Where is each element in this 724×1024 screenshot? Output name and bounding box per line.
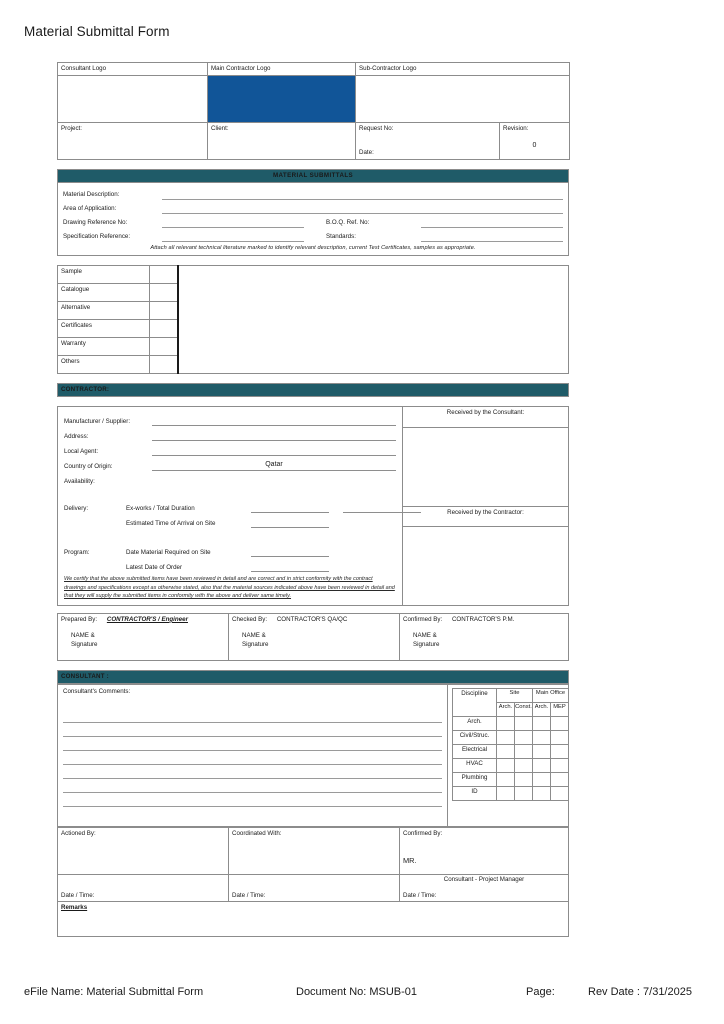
footer-efile-name: eFile Name: Material Submittal Form — [24, 986, 204, 998]
discipline-check-cell[interactable] — [533, 744, 551, 758]
material-submittals-heading-row — [58, 169, 569, 182]
discipline-check-cell[interactable] — [533, 730, 551, 744]
discipline-check-cell[interactable] — [497, 744, 515, 758]
material-description-row[interactable] — [63, 186, 563, 200]
address-input[interactable] — [152, 430, 396, 441]
checklist-label: Catalogue — [58, 284, 150, 302]
confirmed-by-value: CONTRACTOR'S P.M. — [451, 615, 515, 623]
discipline-check-cell[interactable] — [533, 772, 551, 786]
received-by-consultant-label: Received by the Consultant: — [403, 407, 569, 427]
discipline-check-cell[interactable] — [533, 758, 551, 772]
contractor-heading: CONTRACTOR: — [58, 384, 569, 397]
logo-image-row — [58, 75, 570, 122]
discipline-check-cell[interactable] — [533, 786, 551, 800]
sub-contractor-logo-label: Sub-Contractor Logo — [356, 63, 570, 76]
signature-table — [57, 613, 569, 661]
eta-row[interactable] — [64, 513, 396, 528]
remarks-cell[interactable] — [58, 902, 569, 937]
received-by-contractor-label: Received by the Contractor: — [403, 506, 569, 526]
revision-value: 0 — [532, 141, 537, 149]
attachment-note: Attach all relevant technical literature marked to identify relevant description, current Test Certificates, samples as appropriate. — [150, 244, 476, 251]
date-material-required-label: Date Material Required on Site — [126, 549, 211, 557]
actioned-date-time-cell[interactable] — [58, 875, 229, 902]
spacer — [63, 807, 442, 823]
comment-line[interactable] — [63, 765, 442, 779]
prepared-by-value: CONTRACTOR'S / Engineer — [106, 615, 188, 623]
certification-statement: We certify that the above submitted items have been reviewed in detail and are correct and in strict conformity with the contract drawings and specifications except as otherwise stated, also that the material sources indicated above have been reviewed in detail and that they will supply the submitted items in conformity with the above and deliver same timely. — [64, 576, 395, 600]
discipline-check-cell[interactable] — [497, 772, 515, 786]
received-by-contractor-box[interactable] — [403, 526, 569, 605]
revision-field[interactable] — [500, 122, 570, 159]
project-info-row — [58, 122, 570, 159]
discipline-name: Arch. — [453, 716, 497, 730]
discipline-row — [453, 772, 569, 786]
discipline-check-cell[interactable] — [515, 730, 533, 744]
material-description-label: Material Description: — [63, 190, 120, 198]
discipline-name: ID — [453, 786, 497, 800]
local-agent-label: Local Agent: — [64, 448, 99, 456]
footer-rev-date: Rev Date : 7/31/2025 — [588, 986, 692, 998]
confirmed-by-label: Confirmed By: — [403, 615, 443, 623]
page-footer — [24, 986, 700, 998]
logo-header-table — [57, 62, 570, 160]
material-description-input[interactable] — [162, 190, 563, 200]
comment-line[interactable] — [63, 709, 442, 723]
date-material-required-input[interactable] — [251, 546, 329, 557]
checklist-notes-area[interactable] — [178, 266, 569, 374]
country-of-origin-input[interactable] — [152, 460, 396, 471]
checklist-checkbox[interactable] — [150, 338, 178, 356]
checklist-label: Sample — [58, 266, 150, 284]
comment-line[interactable] — [63, 751, 442, 765]
discipline-row — [453, 744, 569, 758]
boq-ref-input[interactable] — [421, 218, 563, 228]
consultant-heading-table — [57, 670, 569, 684]
checklist-checkbox[interactable] — [150, 356, 178, 374]
discipline-group-header-row — [453, 688, 569, 702]
discipline-row — [453, 730, 569, 744]
office-arch-header: Arch. — [533, 702, 551, 716]
discipline-check-cell[interactable] — [551, 744, 569, 758]
discipline-name: Electrical — [453, 744, 497, 758]
supplier-details — [58, 407, 403, 606]
discipline-name: Civil/Struc. — [453, 730, 497, 744]
consultant-logo-label: Consultant Logo — [58, 63, 208, 76]
specification-reference-input[interactable] — [162, 232, 304, 242]
consultant-heading: CONSULTANT : — [58, 670, 569, 683]
consultant-heading-row — [58, 670, 569, 683]
confirmed-by-cell[interactable] — [400, 613, 569, 660]
approval-table — [57, 827, 569, 937]
checklist-table — [57, 265, 569, 374]
material-fields — [58, 182, 569, 256]
client-field[interactable]: Client: — [208, 122, 356, 159]
coordinated-with-cell[interactable] — [229, 828, 400, 875]
actioned-date-time-label: Date / Time: — [61, 891, 95, 899]
coordinated-date-time-cell[interactable] — [229, 875, 400, 902]
drawing-reference-input[interactable] — [162, 218, 304, 228]
spacer — [63, 695, 442, 709]
eta-input[interactable] — [251, 517, 329, 528]
drawing-reference-label: Drawing Reference No: — [63, 218, 128, 226]
material-submittals-table — [57, 169, 569, 257]
discipline-check-cell[interactable] — [551, 716, 569, 730]
approval-header-row — [58, 828, 569, 875]
discipline-check-cell[interactable] — [551, 730, 569, 744]
discipline-check-cell[interactable] — [497, 716, 515, 730]
program-label: Program: — [64, 549, 90, 557]
coordinated-date-time-label: Date / Time: — [232, 891, 266, 899]
delivery-label: Delivery: — [64, 505, 89, 513]
manufacturer-supplier-label: Manufacturer / Supplier: — [64, 418, 131, 426]
comment-line[interactable] — [63, 779, 442, 793]
project-field[interactable]: Project: — [58, 122, 208, 159]
standards-label: Standards: — [326, 232, 356, 240]
drawing-reference-row[interactable] — [63, 214, 563, 228]
discipline-row — [453, 758, 569, 772]
signature-row — [58, 613, 569, 660]
checklist-label: Certificates — [58, 320, 150, 338]
spacer — [64, 486, 396, 498]
prepared-by-name-signature: NAME & Signature — [71, 631, 98, 648]
checklist-checkbox[interactable] — [150, 302, 178, 320]
country-of-origin-row[interactable] — [64, 456, 396, 471]
program-date-required-row[interactable] — [64, 542, 396, 557]
discipline-cell — [448, 684, 569, 827]
checked-by-name-signature: NAME & Signature — [242, 631, 269, 648]
eta-label: Estimated Time of Arrival on Site — [126, 520, 216, 528]
discipline-check-cell[interactable] — [551, 786, 569, 800]
main-contractor-logo-slot[interactable] — [208, 75, 356, 122]
discipline-name: Plumbing — [453, 772, 497, 786]
consultant-comments-cell[interactable] — [58, 684, 448, 827]
site-group-header: Site — [497, 688, 533, 702]
availability-input[interactable] — [152, 476, 396, 486]
remarks-row — [58, 902, 569, 937]
ex-works-input-2[interactable] — [343, 502, 421, 513]
checklist-row — [58, 266, 569, 284]
request-no-field[interactable] — [356, 122, 500, 159]
ex-works-label: Ex-works / Total Duration — [126, 505, 195, 513]
revision-label: Revision: — [503, 124, 529, 132]
discipline-check-cell[interactable] — [497, 730, 515, 744]
material-submittal-form — [57, 62, 569, 937]
consultant-comments-label: Consultant's Comments: — [63, 687, 131, 695]
confirmed-by-approval-label: Confirmed By: — [403, 830, 443, 838]
ex-works-input-1[interactable] — [251, 502, 329, 513]
manufacturer-supplier-row[interactable] — [64, 411, 396, 426]
boq-ref-label: B.O.Q. Ref. No: — [326, 218, 370, 226]
confirmed-date-time-label: Date / Time: — [403, 891, 437, 899]
prepared-by-label: Prepared By: — [61, 615, 98, 623]
checklist-checkbox[interactable] — [150, 266, 178, 284]
discipline-check-cell[interactable] — [551, 772, 569, 786]
actioned-by-label: Actioned By: — [61, 830, 96, 838]
logo-label-row — [58, 63, 570, 76]
discipline-table — [452, 688, 569, 801]
address-row[interactable] — [64, 426, 396, 441]
discipline-name: HVAC — [453, 758, 497, 772]
discipline-check-cell[interactable] — [497, 786, 515, 800]
address-label: Address: — [64, 433, 89, 441]
discipline-check-cell[interactable] — [515, 758, 533, 772]
area-of-application-row[interactable] — [63, 200, 563, 214]
footer-document-no: Document No: MSUB-01 — [296, 986, 418, 998]
confirmed-date-time-cell[interactable] — [400, 875, 569, 902]
checklist-label: Warranty — [58, 338, 150, 356]
comment-line[interactable] — [63, 723, 442, 737]
mr-prefix: MR. — [403, 856, 417, 866]
request-no-label: Request No: — [359, 124, 394, 132]
discipline-row — [453, 786, 569, 800]
checked-by-label: Checked By: — [232, 615, 268, 623]
checklist-checkbox[interactable] — [150, 320, 178, 338]
date-label: Date: — [359, 149, 374, 156]
consultant-project-manager-label: Consultant - Project Manager — [443, 876, 525, 884]
remarks-label: Remarks — [61, 904, 88, 912]
sub-contractor-logo-slot[interactable] — [356, 75, 570, 122]
discipline-check-cell[interactable] — [497, 758, 515, 772]
standards-input[interactable] — [421, 232, 563, 242]
material-submittals-heading: MATERIAL SUBMITTALS — [58, 169, 569, 182]
site-const-header: Const. — [515, 702, 533, 716]
manufacturer-supplier-input[interactable] — [152, 415, 396, 426]
latest-date-order-row[interactable] — [64, 557, 396, 572]
actioned-by-cell[interactable] — [58, 828, 229, 875]
confirmed-by-name-signature: NAME & Signature — [413, 631, 440, 648]
contractor-body-table — [57, 406, 569, 606]
consultant-body-row — [58, 684, 569, 827]
latest-date-of-order-input[interactable] — [251, 561, 329, 572]
area-of-application-input[interactable] — [162, 204, 563, 214]
checklist-body — [58, 266, 569, 374]
specification-reference-label: Specification Reference: — [63, 232, 131, 240]
comment-line[interactable] — [63, 737, 442, 751]
prepared-by-cell[interactable] — [58, 613, 229, 660]
country-of-origin-label: Country of Origin: — [64, 463, 113, 471]
consultant-body-table — [57, 684, 569, 828]
availability-row[interactable] — [64, 471, 396, 486]
discipline-check-cell[interactable] — [551, 758, 569, 772]
discipline-row — [453, 716, 569, 730]
country-of-origin-value: Qatar — [265, 461, 283, 469]
confirmed-by-approval-cell[interactable] — [400, 828, 569, 875]
area-of-application-label: Area of Application: — [63, 204, 117, 212]
discipline-check-cell[interactable] — [533, 716, 551, 730]
contractor-heading-row — [58, 384, 569, 397]
spacer — [64, 528, 396, 542]
main-contractor-logo-label: Main Contractor Logo — [208, 63, 356, 76]
specification-reference-row[interactable] — [63, 228, 563, 242]
checklist-label: Alternative — [58, 302, 150, 320]
site-arch-header: Arch. — [497, 702, 515, 716]
footer-page-label: Page: — [526, 986, 555, 998]
discipline-check-cell[interactable] — [515, 772, 533, 786]
main-office-group-header: Main Office — [533, 688, 569, 702]
checked-by-cell[interactable] — [229, 613, 400, 660]
contractor-heading-table — [57, 383, 569, 397]
discipline-check-cell[interactable] — [515, 716, 533, 730]
contractor-body-row — [58, 407, 569, 427]
material-fields-row — [58, 182, 569, 256]
local-agent-row[interactable] — [64, 441, 396, 456]
comment-line[interactable] — [63, 793, 442, 807]
consultant-logo-slot[interactable] — [58, 75, 208, 122]
received-by-consultant-box[interactable] — [403, 427, 569, 506]
checklist-checkbox[interactable] — [150, 284, 178, 302]
discipline-header: Discipline — [453, 688, 497, 716]
local-agent-input[interactable] — [152, 445, 396, 456]
checked-by-value: CONTRACTOR'S QA/QC — [276, 615, 348, 623]
checklist-label: Others — [58, 356, 150, 374]
delivery-exworks-row[interactable] — [64, 498, 396, 513]
coordinated-with-label: Coordinated With: — [232, 830, 282, 838]
date-time-row — [58, 875, 569, 902]
office-mep-header: MEP — [551, 702, 569, 716]
availability-label: Availability: — [64, 478, 95, 486]
discipline-check-cell[interactable] — [515, 744, 533, 758]
latest-date-of-order-label: Latest Date of Order — [126, 564, 183, 572]
page-title: Material Submittal Form — [24, 24, 170, 39]
discipline-check-cell[interactable] — [515, 786, 533, 800]
